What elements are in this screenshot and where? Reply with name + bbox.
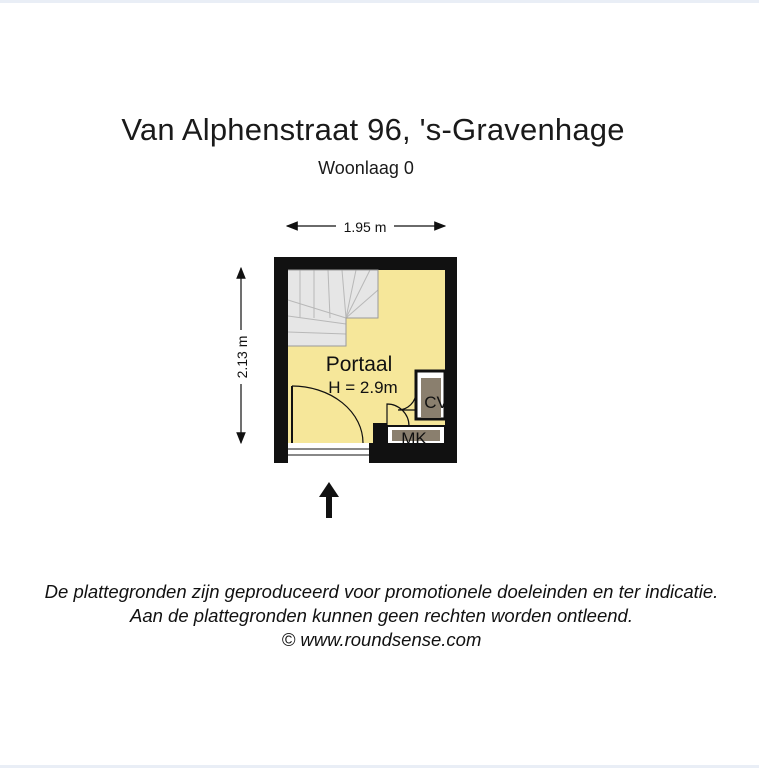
copyright-line: © www.roundsense.com xyxy=(281,629,482,650)
room-name: Portaal xyxy=(325,353,393,376)
mk-label: MK xyxy=(401,429,427,448)
room-height: H = 2.9m xyxy=(328,378,398,397)
entrance-arrow-icon xyxy=(319,482,339,518)
width-dimension-label: 1.95 m xyxy=(343,219,387,235)
floor-level-label: Woonlaag 0 xyxy=(318,158,414,178)
height-dimension-label: 2.13 m xyxy=(234,335,250,379)
page-title: Van Alphenstraat 96, 's-Gravenhage xyxy=(121,112,625,147)
disclaimer-line-1: De plattegronden zijn geproduceerd voor promotionele doeleinden en ter indicatie. xyxy=(44,581,719,602)
cv-label: CV xyxy=(424,393,448,412)
mk-wall-stub xyxy=(373,423,387,449)
width-dimension xyxy=(287,219,445,235)
disclaimer-line-2: Aan de plattegronden kunnen geen rechten worden ontleend. xyxy=(130,605,633,626)
door-opening xyxy=(288,443,369,463)
height-dimension xyxy=(234,268,250,443)
disclaimer xyxy=(0,580,759,652)
